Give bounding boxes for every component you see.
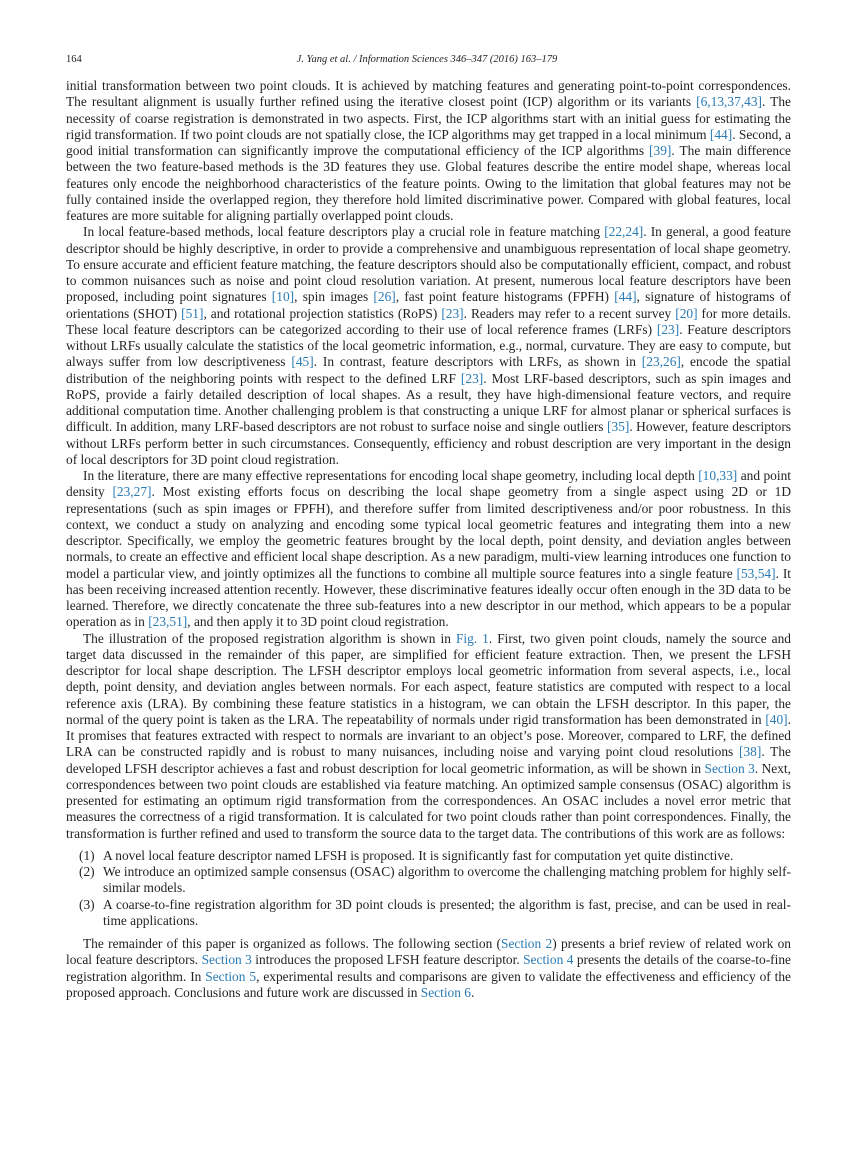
citation-link[interactable]: [22,24]: [604, 224, 644, 240]
contributions-list: [66, 848, 791, 929]
section-link[interactable]: Section 6: [420, 984, 471, 1000]
citation-link[interactable]: [6,13,37,43]: [696, 94, 762, 110]
citation-link[interactable]: [10]: [271, 289, 295, 305]
paragraph-3: In the literature, there are many effective representations for encoding local shape geometry, including local depth [10,33] and point density [23,27]. Most existing efforts focus on describing the local shape geometry from a single aspect using 2D or 1D representations (such as spin images or FPFH), and therefore suffer from limited descriptiveness and/or poor robustness. In this context, we conduct a study on analyzing and encoding some typical local geometric features and integrating them into a new descriptor. Specifically, we employ the geometric features brought by the local depth, point density, and deviation angles between normals, to create an effective and efficient local shape description. As a new paradigm, multi-view learning introduces one function to model a particular view, and jointly optimizes all the functions to combine all multiple source features into a single feature [53,54]. It has been receiving increased attention recently. However, these discriminative features ideally occur often enough in the 3D data to be learned. Therefore, we directly concatenate the three sub-features into a new descriptor in our method, which appears to be a popular operation as in [23,51], and then apply it to 3D point cloud registration.: [66, 468, 792, 630]
citation-link[interactable]: [38]: [739, 744, 762, 760]
citation-link[interactable]: [44]: [614, 289, 637, 305]
paragraph-2: In local feature-based methods, local feature descriptors play a crucial role in feature matching [22,24]. In general, a good feature descriptor should be highly descriptive, in order to provide a comprehensive and unambiguous representation of local shape geometry. To ensure accurate and efficient feature matching, the feature descriptors should also be computationally efficient, compact, and robust to common nuisances such as noise and point cloud resolution variation. At present, numerous local feature descriptors have been proposed, including point signatures [10], spin images [26], fast point feature histograms (FPFH) [44], signature of histograms of orientations (SHOT) [51], and rotational projection statistics (RoPS) [23]. Readers may refer to a recent survey [20] for more details. These local feature descriptors can be categorized according to their use of local reference frames (LRFs) [23]. Feature descriptors without LRFs usually calculate the statistics of the local geometric information, e.g., normal, curvature. They are easy to compute, but always suffer from low descriptiveness [45]. In contrast, feature descriptors with LRFs, as shown in [23,26], encode the spatial distribution of the neighboring points with respect to the defined LRF [23]. Most LRF-based descriptors, such as spin images and RoPS, provide a fairly detailed description of local shapes. As a result, they have high-dimensional feature vectors, and require additional computation time. Another challenging problem is that constructing a unique LRF for almost planar or spherical surfaces is difficult. In addition, many LRF-based descriptors are not robust to surface noise and single outliers [35]. However, feature descriptors without LRFs perform better in such circumstances. Consequently, efficiency and robust description are very important in the design of local descriptors for 3D point cloud registration.: [66, 224, 792, 467]
list-item: [66, 897, 791, 930]
citation-link[interactable]: [23,27]: [112, 484, 152, 500]
page-header: [66, 52, 788, 68]
page-number: 164: [66, 54, 82, 65]
citation-link[interactable]: [40]: [765, 711, 788, 727]
list-item-number: (3): [79, 896, 95, 912]
section-link[interactable]: Section 5: [205, 968, 257, 984]
citation-link[interactable]: [23]: [460, 370, 484, 386]
citation-link[interactable]: [23]: [441, 305, 464, 321]
citation-link[interactable]: [51]: [181, 305, 204, 321]
citation-link[interactable]: [39]: [649, 143, 672, 158]
list-item-number: (1): [79, 847, 95, 863]
running-head: J. Yang et al. / Information Sciences 346–347 (2016) 163–179: [296, 54, 558, 65]
section-link[interactable]: Section 3: [704, 760, 755, 776]
list-item-number: (2): [79, 864, 95, 879]
paragraph-1: initial transformation between two point clouds. It is achieved by matching features and generating point-to-point correspondences. The resultant alignment is usually further refined using the iterative closest point (ICP) algorithm or its variants [6,13,37,43]. The necessity of coarse registration is demonstrated in two aspects. First, the ICP algorithms start with an initial guess for estimating the rigid transformation. If two point clouds are not spatially close, the ICP algorithms may get trapped in a local minimum [44]. Second, a good initial transformation can significantly improve the computational efficiency of the ICP algorithms [39]. The main difference between the two feature-based methods is the 3D features they use. Global features describe the entire model shape, whereas local features only encode the neighborhood characteristics of the feature points. Owing to the limitation that global features may not be fully contained inside the overlapped region, they therefore hold limited discriminative power. Compared with global features, local features are more suitable for aligning partially overlapped point clouds.: [66, 78, 791, 223]
citation-link[interactable]: [23,26]: [641, 354, 681, 370]
citation-link[interactable]: [26]: [373, 289, 396, 305]
section-link[interactable]: Section 3: [201, 952, 252, 968]
list-item: [66, 848, 791, 864]
citation-link[interactable]: [23]: [656, 321, 680, 337]
list-item: [66, 864, 791, 897]
list-item-text: A novel local feature descriptor named LFSH is proposed. It is significantly fast for computation yet quite distinctive.: [103, 847, 734, 863]
section-link[interactable]: Section 4: [523, 952, 574, 968]
list-item-text: A coarse-to-fine registration algorithm for 3D point clouds is presented; the algorithm is fast, precise, and can be used in real-time applications.: [103, 896, 791, 928]
citation-link[interactable]: [53,54]: [736, 565, 776, 581]
citation-link[interactable]: [44]: [709, 126, 733, 142]
citation-link[interactable]: [23,51]: [148, 614, 188, 630]
list-item-text: We introduce an optimized sample consensus (OSAC) algorithm to overcome the challenging matching problem for highly self-similar models.: [103, 864, 791, 896]
section-link[interactable]: Section 2: [501, 936, 553, 951]
citation-link[interactable]: [45]: [291, 354, 314, 370]
citation-link[interactable]: [10,33]: [698, 468, 738, 483]
article-body: [66, 78, 791, 1001]
paragraph-4: The illustration of the proposed registration algorithm is shown in Fig. 1. First, two given point clouds, namely the source and target data discussed in the remainder of this paper, are simplified for efficient feature extraction. Then, we present the LFSH descriptor for local shape description. The LFSH descriptor employs local geometric information from several aspects, i.e., local depth, point density, and deviation angles between normals. For each aspect, feature statistics are computed with respect to a local reference axis (LRA). By combining these feature statistics in a histogram, we can obtain the LFSH descriptor. In this paper, the normal of the query point is taken as the LRA. The repeatability of normals under rigid transformation has been demonstrated in [40]. It promises that features extracted with respect to normals are invariant to an object’s pose. Moreover, compared to LRF, the defined LRA can be constructed rapidly and is robust to many nuisances, including noise and varying point cloud resolutions [38]. The developed LFSH descriptor achieves a fast and robust description for local geometric information, as will be shown in Section 3. Next, correspondences between two point clouds are established via feature matching. An optimized sample consensus (OSAC) algorithm is presented for estimating an optimum rigid transformation from the correspondences. An OSAC includes a novel error metric that measures the correctness of a rigid transformation. It is calculated for two point clouds rather than point correspondences. Finally, the transformation is further refined and used to transform the source data to the target data. The contributions of this work are as follows:: [66, 630, 791, 841]
figure-link[interactable]: Fig. 1: [455, 630, 489, 646]
paragraph-5: The remainder of this paper is organized as follows. The following section (Section 2) presents a brief review of related work on local feature descriptors. Section 3 introduces the proposed LFSH feature descriptor. Section 4 presents the details of the coarse-to-fine registration algorithm. In Section 5, experimental results and comparisons are given to validate the effectiveness and efficiency of the proposed approach. Conclusions and future work are discussed in Section 6.: [66, 936, 791, 1000]
citation-link[interactable]: [35]: [607, 419, 630, 435]
citation-link[interactable]: [20]: [675, 305, 698, 321]
